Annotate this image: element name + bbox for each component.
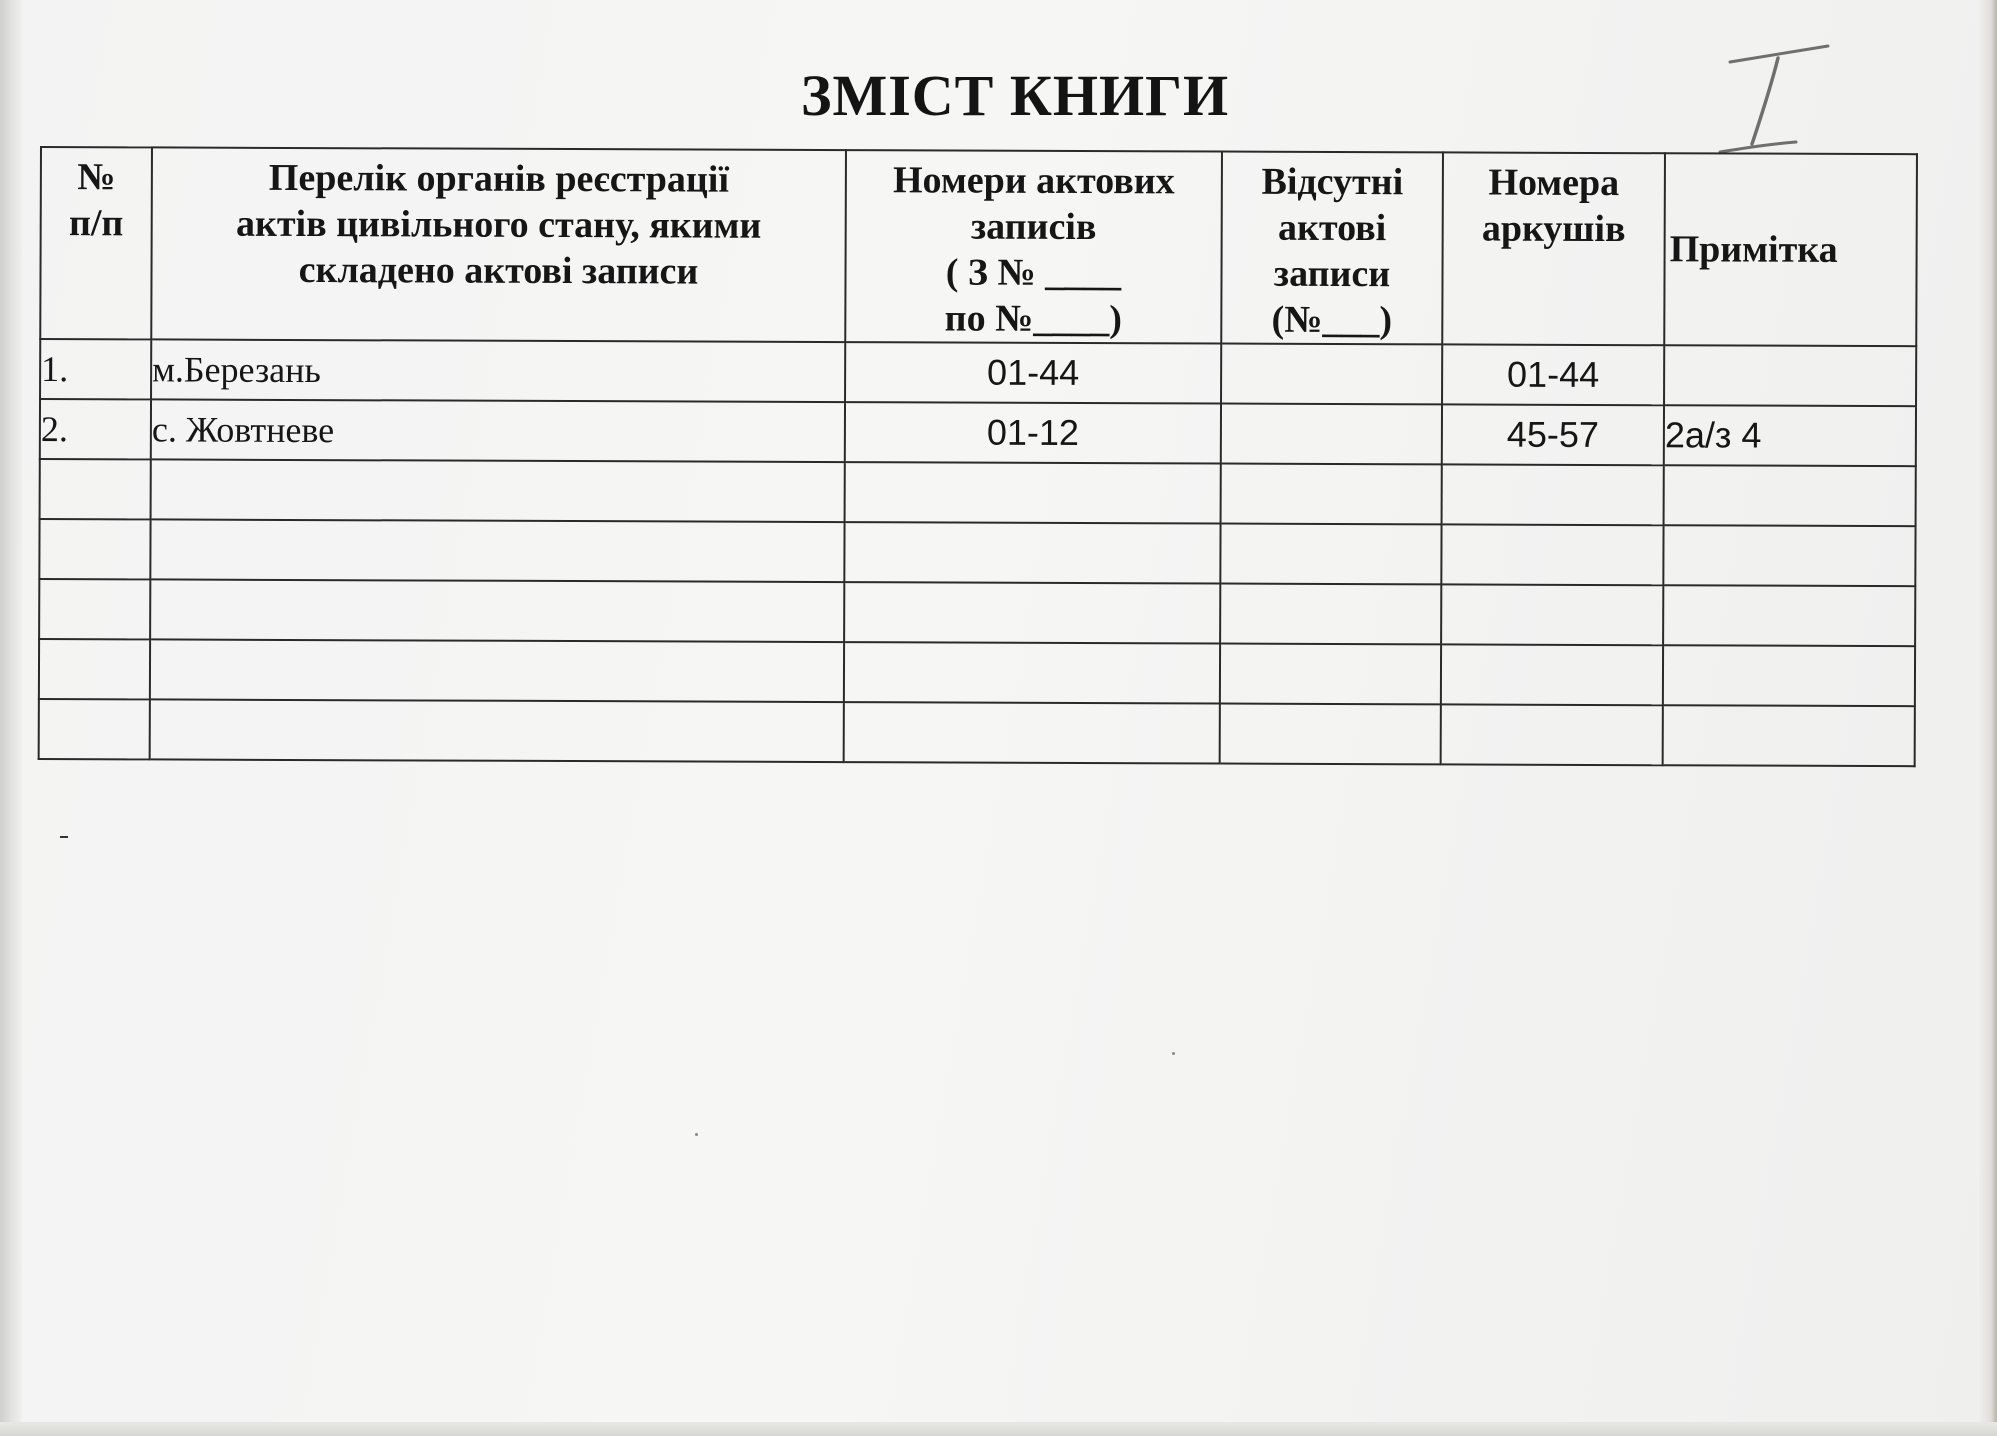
row-sheet-numbers (1441, 704, 1663, 765)
row-registry-organ (150, 579, 844, 642)
page-title: ЗМІСТ КНИГИ (800, 63, 1230, 128)
header-number: № п/п (40, 147, 152, 339)
binding-edge (0, 0, 22, 1436)
header-sheet-numbers: Номера аркушів (1442, 152, 1665, 345)
row-note (1663, 525, 1915, 586)
row-number (39, 519, 150, 579)
row-number (39, 699, 150, 759)
table-row (39, 519, 1915, 586)
row-missing-records (1221, 464, 1442, 525)
row-number (39, 639, 150, 699)
row-number (39, 579, 150, 639)
page-right-edge (1977, 0, 1997, 1436)
table-row (39, 639, 1915, 706)
page-bottom-edge (0, 1422, 1997, 1436)
header-registry-organs: Перелік органів реєстрації актів цивільного стану, якими складено актові записи (151, 147, 846, 342)
row-missing-records (1220, 704, 1441, 765)
row-missing-records (1220, 524, 1441, 585)
row-registry-organ (150, 699, 844, 762)
row-missing-records (1221, 344, 1442, 405)
row-sheet-numbers (1441, 584, 1663, 645)
row-number: 2. (40, 399, 151, 459)
row-record-numbers (844, 702, 1220, 763)
table-header-row (40, 147, 1917, 346)
row-note (1663, 585, 1915, 646)
table-row (40, 399, 1916, 466)
row-sheet-numbers: 45-57 (1442, 404, 1664, 465)
row-number: 1. (40, 339, 151, 399)
stray-mark (60, 836, 68, 838)
row-note (1664, 465, 1916, 526)
row-record-numbers (844, 582, 1220, 643)
row-record-numbers (844, 642, 1220, 703)
row-record-numbers: 01-12 (845, 402, 1221, 463)
row-missing-records (1221, 404, 1442, 465)
contents-table (38, 146, 1918, 767)
table-row (40, 459, 1916, 526)
row-missing-records (1220, 644, 1441, 705)
table-row (40, 339, 1916, 406)
table-row (39, 699, 1915, 766)
row-note (1664, 345, 1916, 406)
row-registry-organ (151, 459, 845, 522)
row-note (1663, 705, 1915, 766)
row-number (40, 459, 151, 519)
row-missing-records (1220, 584, 1441, 645)
row-registry-organ: с. Жовтневе (151, 399, 845, 462)
header-record-numbers: Номери актових записів ( З № ____ по №____) (845, 150, 1222, 343)
row-note (1663, 645, 1915, 706)
header-note: Примітка (1664, 153, 1917, 346)
header-missing-records: Відсутні актові записи (№___) (1221, 152, 1443, 345)
table-row (39, 579, 1915, 646)
row-sheet-numbers (1442, 464, 1664, 525)
row-note: 2а/з 4 (1664, 405, 1916, 466)
paper-speck (695, 1133, 698, 1136)
row-registry-organ: м.Березань (151, 339, 845, 402)
row-registry-organ (150, 639, 844, 702)
row-record-numbers (845, 462, 1221, 523)
row-record-numbers (844, 522, 1220, 583)
row-sheet-numbers (1441, 524, 1663, 585)
row-registry-organ (150, 519, 844, 582)
handwritten-volume-mark (1700, 40, 1840, 160)
paper-speck (1172, 1052, 1175, 1055)
row-sheet-numbers (1441, 644, 1663, 705)
row-record-numbers: 01-44 (845, 342, 1221, 403)
row-sheet-numbers: 01-44 (1442, 344, 1664, 405)
